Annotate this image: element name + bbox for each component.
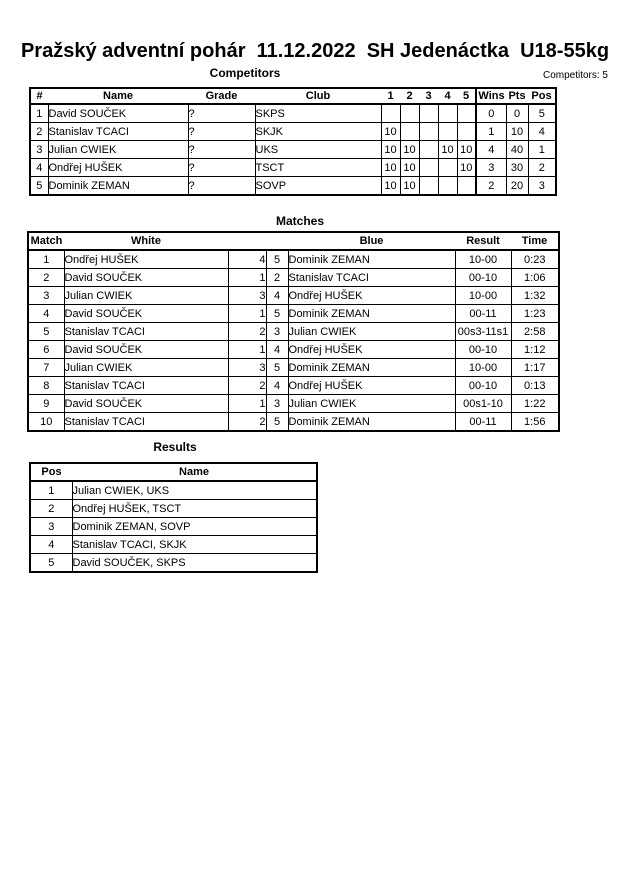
match-time: 1:32	[511, 287, 559, 305]
header-wins: Wins	[476, 88, 506, 104]
match-number: 8	[28, 377, 64, 395]
competitor-name: Stanislav TCACI	[48, 123, 188, 141]
match-time: 1:22	[511, 395, 559, 413]
competitor-club: TSCT	[255, 159, 381, 177]
blue-competitor-number: 4	[266, 341, 288, 359]
blue-competitor: Julian CWIEK	[288, 323, 455, 341]
competitor-wins: 2	[476, 177, 506, 196]
blue-competitor: Dominik ZEMAN	[288, 413, 455, 432]
header-round-1: 1	[381, 88, 400, 104]
white-competitor-number: 2	[228, 377, 266, 395]
round-score	[400, 123, 419, 141]
competitor-row	[30, 104, 556, 123]
match-row	[28, 395, 559, 413]
match-row	[28, 269, 559, 287]
result-row	[30, 536, 317, 554]
page-title: Pražský adventní pohár 11.12.2022 SH Jedenáctka U18-55kg	[20, 40, 610, 62]
white-competitor: Stanislav TCACI	[64, 377, 228, 395]
blue-competitor: Ondřej HUŠEK	[288, 341, 455, 359]
round-score: 10	[400, 141, 419, 159]
match-number: 4	[28, 305, 64, 323]
round-score: 10	[400, 177, 419, 196]
white-competitor-number: 2	[228, 413, 266, 432]
competitor-pts: 0	[506, 104, 528, 123]
result-pos: 3	[30, 518, 72, 536]
round-score: 10	[381, 141, 400, 159]
header-name: Name	[72, 463, 317, 481]
header-round-4: 4	[438, 88, 457, 104]
blue-competitor: Julian CWIEK	[288, 395, 455, 413]
header-number: #	[30, 88, 48, 104]
competitor-number: 5	[30, 177, 48, 196]
match-result: 00-10	[455, 377, 511, 395]
white-competitor-number: 1	[228, 395, 266, 413]
results-section-title: Results	[153, 440, 197, 454]
blue-competitor-number: 5	[266, 413, 288, 432]
match-number: 2	[28, 269, 64, 287]
competitor-wins: 0	[476, 104, 506, 123]
competitor-club: SOVP	[255, 177, 381, 196]
round-score	[457, 104, 476, 123]
round-score	[381, 104, 400, 123]
match-time: 1:12	[511, 341, 559, 359]
match-row	[28, 305, 559, 323]
match-result: 10-00	[455, 359, 511, 377]
match-number: 10	[28, 413, 64, 432]
competitor-name: Dominik ZEMAN	[48, 177, 188, 196]
match-result: 00s3-11s1	[455, 323, 511, 341]
round-score	[419, 141, 438, 159]
competitor-grade: ?	[188, 141, 255, 159]
round-score	[438, 123, 457, 141]
match-row	[28, 359, 559, 377]
white-competitor: Julian CWIEK	[64, 359, 228, 377]
header-club: Club	[255, 88, 381, 104]
header-name: Name	[48, 88, 188, 104]
competitor-grade: ?	[188, 159, 255, 177]
header-round-5: 5	[457, 88, 476, 104]
blue-competitor-number: 4	[266, 377, 288, 395]
match-row	[28, 287, 559, 305]
competitor-pos: 1	[528, 141, 556, 159]
header-match: Match	[28, 232, 64, 250]
white-competitor: David SOUČEK	[64, 305, 228, 323]
white-competitor-number: 1	[228, 305, 266, 323]
white-competitor-number: 1	[228, 341, 266, 359]
match-time: 0:23	[511, 250, 559, 269]
blue-competitor-number: 3	[266, 323, 288, 341]
competitors-count: Competitors: 5	[542, 70, 608, 81]
header-pos: Pos	[528, 88, 556, 104]
blue-competitor: Ondřej HUŠEK	[288, 377, 455, 395]
match-number: 3	[28, 287, 64, 305]
competitor-row	[30, 141, 556, 159]
white-competitor: Ondřej HUŠEK	[64, 250, 228, 269]
matches-header-row	[28, 232, 559, 250]
match-number: 5	[28, 323, 64, 341]
competitor-grade: ?	[188, 177, 255, 196]
blue-competitor: Dominik ZEMAN	[288, 250, 455, 269]
blue-competitor-number: 5	[266, 359, 288, 377]
results-header-row	[30, 463, 317, 481]
blue-competitor-number: 4	[266, 287, 288, 305]
matches-table	[27, 231, 560, 432]
result-pos: 2	[30, 500, 72, 518]
competitor-wins: 1	[476, 123, 506, 141]
header-pos: Pos	[30, 463, 72, 481]
competitor-pos: 2	[528, 159, 556, 177]
header-white: White	[64, 232, 228, 250]
match-row	[28, 250, 559, 269]
competitor-name: David SOUČEK	[48, 104, 188, 123]
competitor-grade: ?	[188, 123, 255, 141]
match-row	[28, 377, 559, 395]
match-number: 6	[28, 341, 64, 359]
round-score: 10	[381, 159, 400, 177]
white-competitor-number: 4	[228, 250, 266, 269]
round-score	[457, 123, 476, 141]
match-number: 9	[28, 395, 64, 413]
round-score	[438, 177, 457, 196]
white-competitor: David SOUČEK	[64, 341, 228, 359]
match-time: 1:56	[511, 413, 559, 432]
match-row	[28, 341, 559, 359]
white-competitor: Julian CWIEK	[64, 287, 228, 305]
header-pts: Pts	[506, 88, 528, 104]
competitor-wins: 3	[476, 159, 506, 177]
competitor-club: SKPS	[255, 104, 381, 123]
blue-competitor: Dominik ZEMAN	[288, 359, 455, 377]
match-result: 10-00	[455, 250, 511, 269]
match-result: 00-10	[455, 269, 511, 287]
white-competitor-number: 3	[228, 287, 266, 305]
result-name: Stanislav TCACI, SKJK	[72, 536, 317, 554]
match-time: 1:17	[511, 359, 559, 377]
competitor-row	[30, 159, 556, 177]
competitor-club: SKJK	[255, 123, 381, 141]
match-time: 2:58	[511, 323, 559, 341]
competitors-table	[29, 87, 557, 196]
competitor-pos: 4	[528, 123, 556, 141]
competitor-row	[30, 177, 556, 196]
match-time: 0:13	[511, 377, 559, 395]
competitor-pts: 30	[506, 159, 528, 177]
white-competitor-number: 1	[228, 269, 266, 287]
result-pos: 1	[30, 481, 72, 500]
results-table	[29, 462, 318, 573]
competitors-header-row	[30, 88, 556, 104]
competitor-pts: 40	[506, 141, 528, 159]
matches-section-title: Matches	[275, 214, 325, 228]
round-score	[419, 104, 438, 123]
competitors-section-title: Competitors	[209, 66, 281, 80]
round-score	[438, 159, 457, 177]
round-score: 10	[457, 141, 476, 159]
round-score: 10	[381, 177, 400, 196]
header-grade: Grade	[188, 88, 255, 104]
blue-competitor: Ondřej HUŠEK	[288, 287, 455, 305]
header-time: Time	[511, 232, 559, 250]
blue-competitor-number: 3	[266, 395, 288, 413]
white-competitor: Stanislav TCACI	[64, 413, 228, 432]
round-score: 10	[400, 159, 419, 177]
competitor-number: 2	[30, 123, 48, 141]
round-score	[419, 177, 438, 196]
white-competitor-number: 3	[228, 359, 266, 377]
match-result: 00-11	[455, 413, 511, 432]
round-score	[419, 159, 438, 177]
round-score	[419, 123, 438, 141]
result-row	[30, 500, 317, 518]
round-score	[438, 104, 457, 123]
blue-competitor-number: 5	[266, 305, 288, 323]
competitor-name: Ondřej HUŠEK	[48, 159, 188, 177]
blue-competitor: Dominik ZEMAN	[288, 305, 455, 323]
white-competitor: David SOUČEK	[64, 269, 228, 287]
blue-competitor-number: 5	[266, 250, 288, 269]
white-competitor: Stanislav TCACI	[64, 323, 228, 341]
result-row	[30, 518, 317, 536]
match-result: 10-00	[455, 287, 511, 305]
white-competitor-number: 2	[228, 323, 266, 341]
competitor-number: 1	[30, 104, 48, 123]
round-score: 10	[438, 141, 457, 159]
round-score	[457, 177, 476, 196]
match-row	[28, 413, 559, 432]
match-result: 00-11	[455, 305, 511, 323]
result-name: Ondřej HUŠEK, TSCT	[72, 500, 317, 518]
result-row	[30, 481, 317, 500]
result-row	[30, 554, 317, 573]
competitor-grade: ?	[188, 104, 255, 123]
competitor-number: 3	[30, 141, 48, 159]
competitor-club: UKS	[255, 141, 381, 159]
header-result: Result	[455, 232, 511, 250]
header-round-3: 3	[419, 88, 438, 104]
blue-competitor: Stanislav TCACI	[288, 269, 455, 287]
white-competitor: David SOUČEK	[64, 395, 228, 413]
competitor-pos: 3	[528, 177, 556, 196]
round-score: 10	[381, 123, 400, 141]
match-row	[28, 323, 559, 341]
blue-competitor-number: 2	[266, 269, 288, 287]
match-time: 1:06	[511, 269, 559, 287]
competitor-number: 4	[30, 159, 48, 177]
result-name: David SOUČEK, SKPS	[72, 554, 317, 573]
header-round-2: 2	[400, 88, 419, 104]
header-blue: Blue	[288, 232, 455, 250]
round-score	[400, 104, 419, 123]
competitor-pts: 10	[506, 123, 528, 141]
match-result: 00-10	[455, 341, 511, 359]
competitor-pos: 5	[528, 104, 556, 123]
header-white-number	[228, 232, 266, 250]
round-score: 10	[457, 159, 476, 177]
header-blue-number	[266, 232, 288, 250]
result-pos: 5	[30, 554, 72, 573]
competitor-wins: 4	[476, 141, 506, 159]
match-number: 1	[28, 250, 64, 269]
result-pos: 4	[30, 536, 72, 554]
competitor-row	[30, 123, 556, 141]
match-time: 1:23	[511, 305, 559, 323]
result-name: Julian CWIEK, UKS	[72, 481, 317, 500]
competitor-pts: 20	[506, 177, 528, 196]
match-result: 00s1-10	[455, 395, 511, 413]
result-name: Dominik ZEMAN, SOVP	[72, 518, 317, 536]
match-number: 7	[28, 359, 64, 377]
competitor-name: Julian CWIEK	[48, 141, 188, 159]
